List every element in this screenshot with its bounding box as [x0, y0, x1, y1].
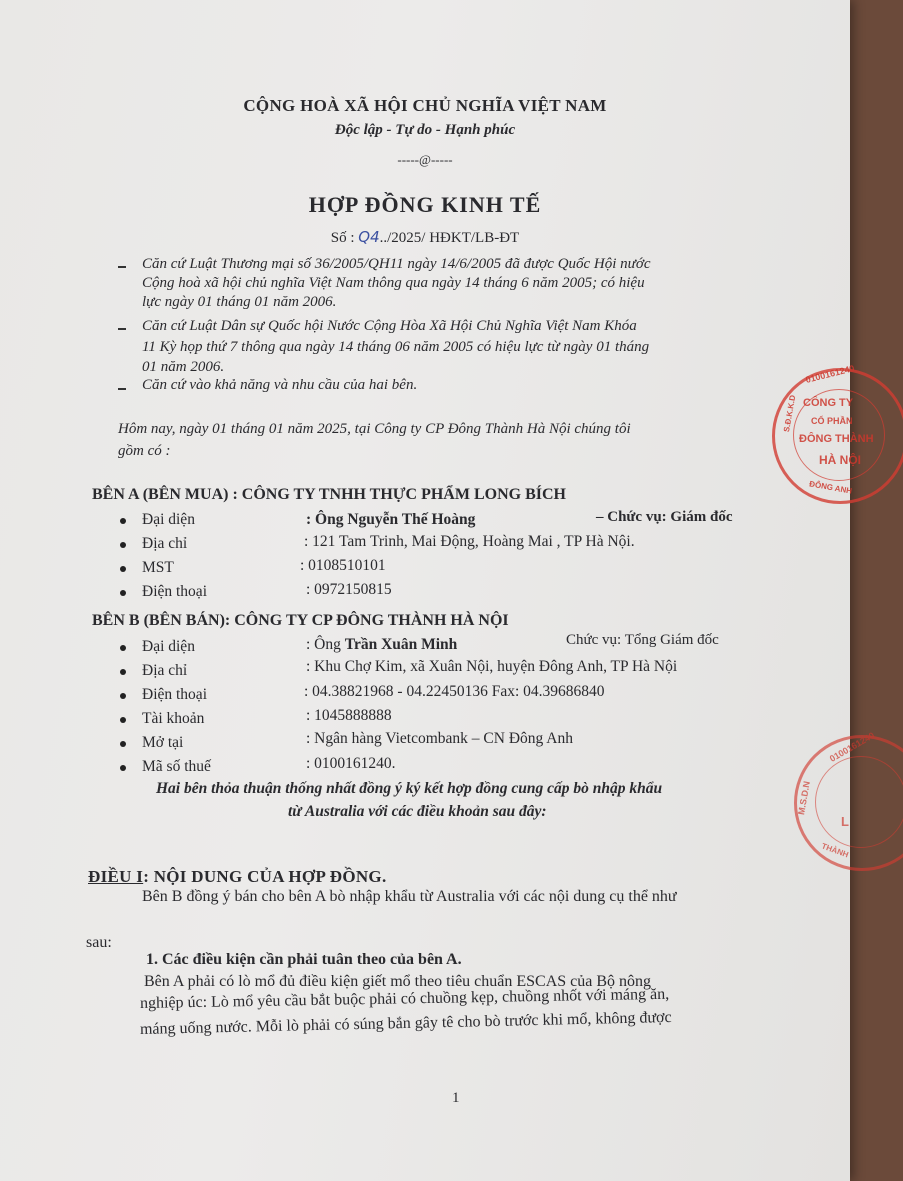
bullet — [120, 566, 126, 572]
party-b-account-value: : 1045888888 — [306, 707, 392, 724]
party-b-representative-name: Trần Xuân Minh — [344, 636, 458, 653]
contract-number-prefix: Số : — [330, 230, 359, 246]
subsection-1-line3: máng uống nước. Mỗi lò phải có súng bắn gây tê cho bò trước khi mổ, không được — [139, 1008, 672, 1038]
subsection-1-title: 1. Các điều kiện cần phải tuân theo của bên A. — [146, 951, 462, 968]
stamp-line2: CỔ PHẦN — [811, 416, 853, 426]
article-1-heading — [88, 867, 387, 887]
partial-stamp-inner-ring — [815, 756, 903, 848]
bullet — [120, 542, 126, 548]
header-separator: -----@----- — [397, 152, 453, 167]
partial-stamp-left: M.S.D.N — [796, 780, 812, 816]
intro-line1: Hôm nay, ngày 01 tháng 01 năm 2025, tại Công ty CP Đông Thành Hà Nội chúng tôi — [118, 421, 631, 437]
base-dash — [118, 388, 126, 390]
party-b-bank-label: Mở tại — [142, 734, 184, 751]
party-a-phone-value: : 0972150815 — [306, 581, 392, 598]
party-a-address-label: Địa chỉ — [142, 535, 188, 552]
party-a-position: – Chức vụ: Giám đốc — [596, 509, 733, 525]
bullet — [120, 590, 126, 596]
stamp-line1: CÔNG TY — [803, 397, 854, 409]
party-a-address-value: : 121 Tam Trinh, Mai Động, Hoàng Mai , TP Hà Nội. — [304, 533, 635, 550]
base-1-line3: lực ngày 01 tháng 01 năm 2006. — [142, 294, 337, 310]
partial-stamp-mid: L — [841, 814, 849, 829]
contract-title: HỢP ĐỒNG KINH TẾ — [308, 192, 542, 217]
stamp-line4: HÀ NỘI — [819, 453, 861, 467]
bullet — [120, 645, 126, 651]
stamp-left-text: S.Đ.K.K.D — [781, 394, 798, 433]
party-a-heading: BÊN A (BÊN MUA) : CÔNG TY TNHH THỰC PHẨM LONG BÍCH — [92, 486, 566, 503]
article-1-para-line2: sau: — [86, 934, 112, 951]
party-a-tax-label: MST — [142, 559, 174, 576]
contract-number-handwritten: Q4 — [358, 228, 380, 246]
base-1-line1: Căn cứ Luật Thương mại số 36/2005/QH11 ngày 14/6/2005 đã được Quốc Hội nước — [142, 256, 651, 272]
page-number: 1 — [452, 1090, 460, 1106]
subsection-1-line1: Bên A phải có lò mổ đủ điều kiện giết mổ theo tiêu chuẩn ESCAS của Bộ nông — [144, 973, 652, 990]
party-b-position: Chức vụ: Tổng Giám đốc — [566, 632, 719, 648]
company-stamp — [772, 363, 903, 504]
party-b-taxcode-label: Mã số thuế — [142, 758, 211, 775]
bullet — [120, 765, 126, 771]
subsection-1-line2: nghiệp úc: Lò mổ yêu cầu bắt buộc phải có chuồng kẹp, chuồng nhốt với máng ăn, — [139, 985, 670, 1012]
article-1-number: ĐIỀU I — [88, 867, 144, 886]
party-a-representative-label: Đại diện — [142, 511, 195, 528]
base-dash — [118, 266, 126, 268]
party-b-representative-prefix: : Ông — [306, 636, 345, 653]
party-b-heading: BÊN B (BÊN BÁN): CÔNG TY CP ĐÔNG THÀNH HÀ NỘI — [92, 612, 509, 629]
stamp-line3: ĐÔNG THÀNH — [799, 433, 874, 445]
party-b-phone-value: : 04.38821968 - 04.22450136 Fax: 04.39686840 — [304, 683, 605, 700]
base-dash — [118, 328, 126, 330]
stamp-code: 0100161240 — [804, 363, 856, 385]
party-a-phone-label: Điện thoại — [142, 583, 207, 600]
nation-heading: CỘNG HOÀ XÃ HỘI CHỦ NGHĨA VIỆT NAM — [243, 96, 607, 115]
party-b-account-label: Tài khoản — [142, 710, 205, 727]
bullet — [120, 741, 126, 747]
intro-line2: gồm có : — [118, 443, 171, 459]
contract-number — [0, 228, 850, 247]
bullet — [120, 717, 126, 723]
partial-stamp-bottom: THÀNH — [820, 841, 850, 860]
contract-number-suffix: ../2025/ HĐKT/LB-ĐT — [379, 230, 520, 246]
party-b-representative-value — [306, 636, 457, 654]
party-b-address-label: Địa chỉ — [142, 662, 188, 679]
party-b-bank-value: : Ngân hàng Vietcombank – CN Đông Anh — [306, 730, 573, 747]
agreement-line1: Hai bên thỏa thuận thống nhất đồng ý ký kết hợp đồng cung cấp bò nhập khẩu — [156, 780, 663, 797]
base-2-line2: 11 Kỳ họp thứ 7 thông qua ngày 14 tháng 06 năm 2005 có hiệu lực từ ngày 01 tháng — [142, 339, 650, 355]
party-b-address-value: : Khu Chợ Kim, xã Xuân Nội, huyện Đông Anh, TP Hà Nội — [306, 658, 678, 675]
bullet — [120, 693, 126, 699]
party-b-taxcode-value: : 0100161240. — [306, 755, 396, 772]
base-3-line1: Căn cứ vào khả năng và nhu cầu của hai bên. — [142, 377, 418, 393]
party-b-representative-label: Đại diện — [142, 638, 195, 655]
bullet — [120, 518, 126, 524]
party-b-phone-label: Điện thoại — [142, 686, 207, 703]
party-a-representative-value: : Ông Nguyễn Thế Hoàng — [306, 511, 476, 528]
partial-stamp — [794, 730, 903, 871]
base-1-line2: Cộng hoà xã hội chủ nghĩa Việt Nam thông qua ngày 14 tháng 6 năm 2005; có hiệu — [142, 275, 645, 291]
partial-stamp-top: 0100161240 — [827, 730, 877, 764]
article-1-para-line1: Bên B đồng ý bán cho bên A bò nhập khẩu từ Australia với các nội dung cụ thể như — [142, 888, 677, 905]
party-a-tax-value: : 0108510101 — [300, 557, 386, 574]
base-2-line3: 01 năm 2006. — [142, 359, 225, 375]
agreement-line2: từ Australia với các điều khoản sau đây: — [288, 803, 547, 820]
stamp-bottom-text: ĐÔNG ANH — [808, 479, 853, 496]
motto: Độc lập - Tự do - Hạnh phúc — [334, 122, 516, 138]
bullet — [120, 669, 126, 675]
article-1-title: : NỘI DUNG CỦA HỢP ĐỒNG. — [143, 867, 387, 886]
base-2-line1: Căn cứ Luật Dân sự Quốc hội Nước Cộng Hòa Xã Hội Chủ Nghĩa Việt Nam Khóa — [142, 318, 637, 334]
